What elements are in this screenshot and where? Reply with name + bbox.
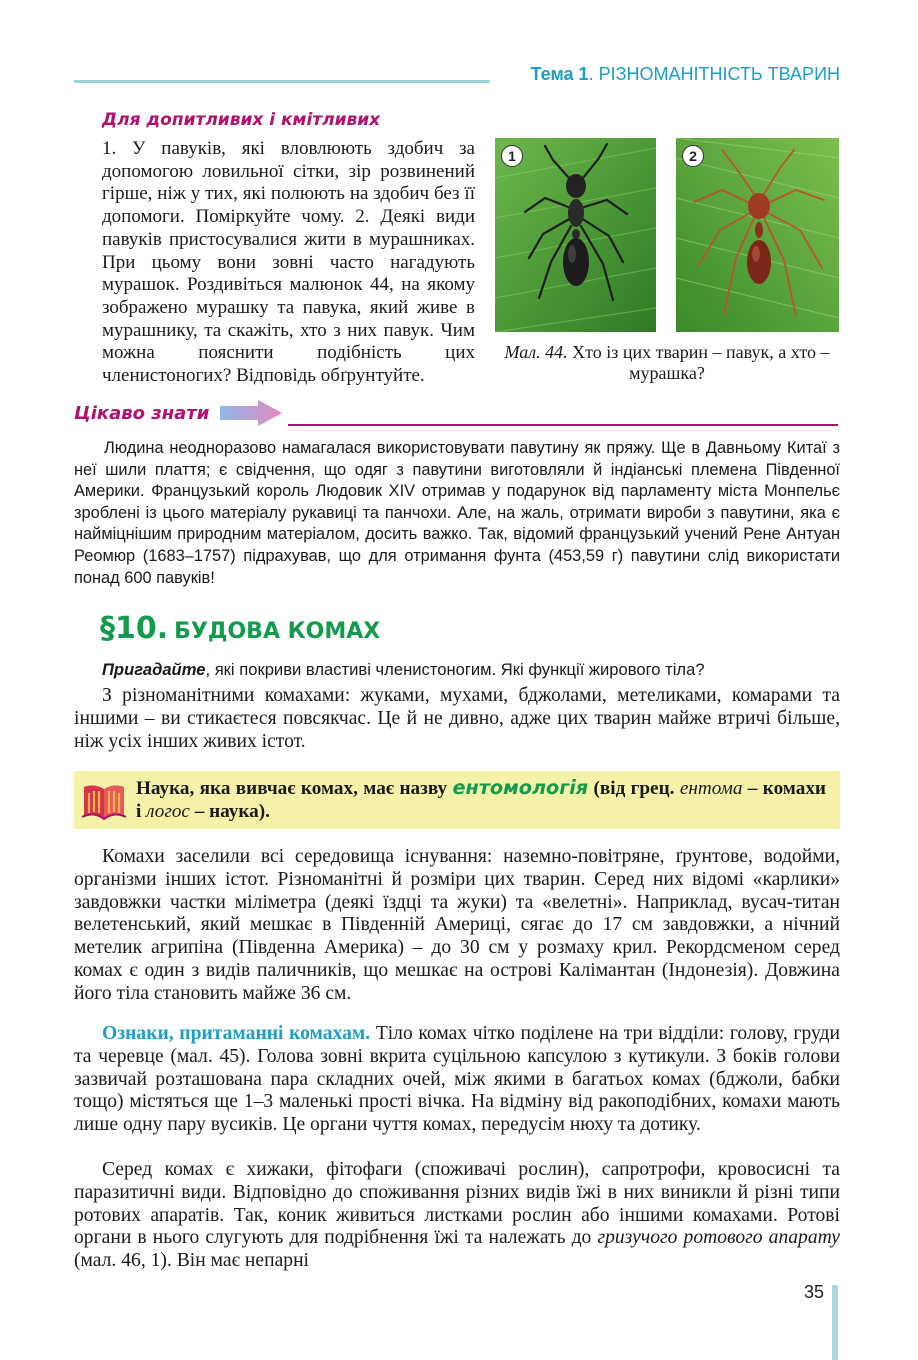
definition-greek-1: ентома	[679, 778, 743, 799]
know-text: Людина неодноразово намагалася використовувати павутину як пряжу. Ще в Давньому Китаї з неї шили плаття; є свідчення, що одяг з павутини виготовляли й індіанські племена Південної Америки. Французький король Людовик XIV отримав у подарунок від парламенту міста Монпельє зроблені із цього матеріалу рукавиці та панчохи. Але, на жаль, отримати вироби з павутини, яка є найміцнішим природним матеріалом, досить важко. Так, відомий французький учений Рене Антуан Реомюр (1683–1757) підрахував, що для отримання фунта (453,59 г) павутини слід використати понад 600 павуків!	[74, 439, 840, 587]
arrow-icon	[218, 398, 284, 428]
paragraph-mouthparts	[74, 1159, 840, 1273]
definition-text	[136, 776, 826, 823]
photo-1-number: 1	[501, 145, 523, 167]
recall-lead: Пригадайте	[102, 660, 206, 679]
definition-box	[74, 771, 840, 829]
caption-text: Хто із цих тварин – павук, а хто – мурашка?	[567, 342, 830, 383]
intro-paragraph: З різноманітними комахами: жуками, мухами, бджолами, метеликами, комарами та іншими – ви стикаєтеся повсякчас. Це й не дивно, адже цих тварин майже втричі більше, ніж усіх інших живих істот.	[74, 685, 840, 752]
mouthparts-text-1: Серед комах є хижаки, фітофаги (споживачі рослин), сапротрофи, кровосисні та паразитичні види. Відповідно до споживання різних видів їжі в них виникли й різні типи ротових апаратів. Так, коник живиться листками рослин або іншими комахами. Ротові органи в нього слугують для подрібнення їжі та належать до	[74, 1159, 840, 1249]
paragraph-features	[74, 1023, 840, 1137]
section-number: §10.	[100, 611, 169, 646]
topic-title: . РІЗНОМАНІТНІСТЬ ТВАРИН	[588, 64, 840, 84]
definition-part-3: – комахи і	[136, 778, 826, 822]
mouthparts-term: гризучого ротового апарату	[597, 1227, 840, 1249]
ant-illustration	[495, 138, 656, 332]
book-icon	[80, 781, 128, 821]
spider-illustration	[676, 138, 839, 332]
definition-part-4: – наука).	[189, 801, 270, 822]
spider-photo	[676, 138, 839, 332]
header-rule	[74, 80, 490, 83]
figure-caption	[495, 342, 839, 384]
running-header	[531, 64, 840, 85]
paragraph-habitats: Комахи заселили всі середовища існування: наземно-повітряне, ґрунтове, водойми, організми інших істот. Різноманітні й розміри цих тварин. Серед них відомі «карлики» завдовжки частки міліметра (деякі їздці та жуки) та «велетні». Наприклад, вусач-титан велетенський, який мешкає в Південній Америці, сягає до 17 см завдовжки, а нічний метелик агрипіна (Південна Америка) – до 30 см у розмаху крил. Рекордсменом серед комах є один з видів паличників, що мешкає на острові Калімантан (Індонезія). Довжина його тіла становить майже 36 см.	[74, 846, 840, 1004]
photo-2-number: 2	[682, 145, 704, 167]
know-heading: Цікаво знати	[74, 403, 210, 424]
recall-prompt	[102, 659, 842, 681]
definition-part-2: (від грец.	[588, 778, 680, 799]
mouthparts-text-2: (мал. 46, 1). Він має непарні	[74, 1250, 310, 1272]
topic-label: Тема 1	[530, 64, 589, 84]
features-text: Тіло комах чітко поділене на три відділи: голову, груди та черевце (мал. 45). Голова зовні вкрита суцільною капсулою з кутикули. З боків голови зазвичай розташована пара складних очей, між якими в багатьох комах (бджоли, бабки тощо) містяться ще 1–3 маленькі прості вічка. На відміну від ракоподібних, комахи мають лише одну пару вусиків. Це органи чуття комах, передусім нюху та дотику.	[74, 1023, 841, 1136]
page-number: 35	[804, 1282, 825, 1302]
section-name: БУДОВА КОМАХ	[174, 619, 381, 644]
recall-text: , які покриви властиві членистоногим. Які функції жирового тіла?	[205, 660, 705, 679]
curious-heading: Для допитливих і кмітливих	[102, 110, 381, 130]
ant-photo	[495, 138, 656, 332]
definition-term: ентомологія	[452, 776, 589, 799]
section-title	[100, 611, 380, 646]
page-edge-bar	[832, 1285, 838, 1360]
caption-label: Мал. 44.	[504, 342, 568, 362]
definition-greek-2: логос	[146, 801, 190, 822]
curious-text: 1. У павуків, які вловлюють здобич за допомогою ловильної сітки, зір розвинений гірше, ніж у тих, які полюють на здобич без її допомоги. Поміркуйте чому. 2. Деякі види павуків пристосувалися жити в мурашниках. При цьому вони зовні часто нагадують мурашок. Роздивіться малюнок 44, на якому зображено мурашку та павука, який живе в мурашнику, та скажіть, хто з них павук. Чим можна пояснити подібність цих членистоногих? Відповідь обґрунтуйте.	[102, 138, 475, 387]
know-rule	[288, 424, 838, 426]
features-lead: Ознаки, притаманні комахам.	[102, 1023, 371, 1044]
definition-part-1: Наука, яка вивчає комах, має назву	[136, 778, 453, 799]
